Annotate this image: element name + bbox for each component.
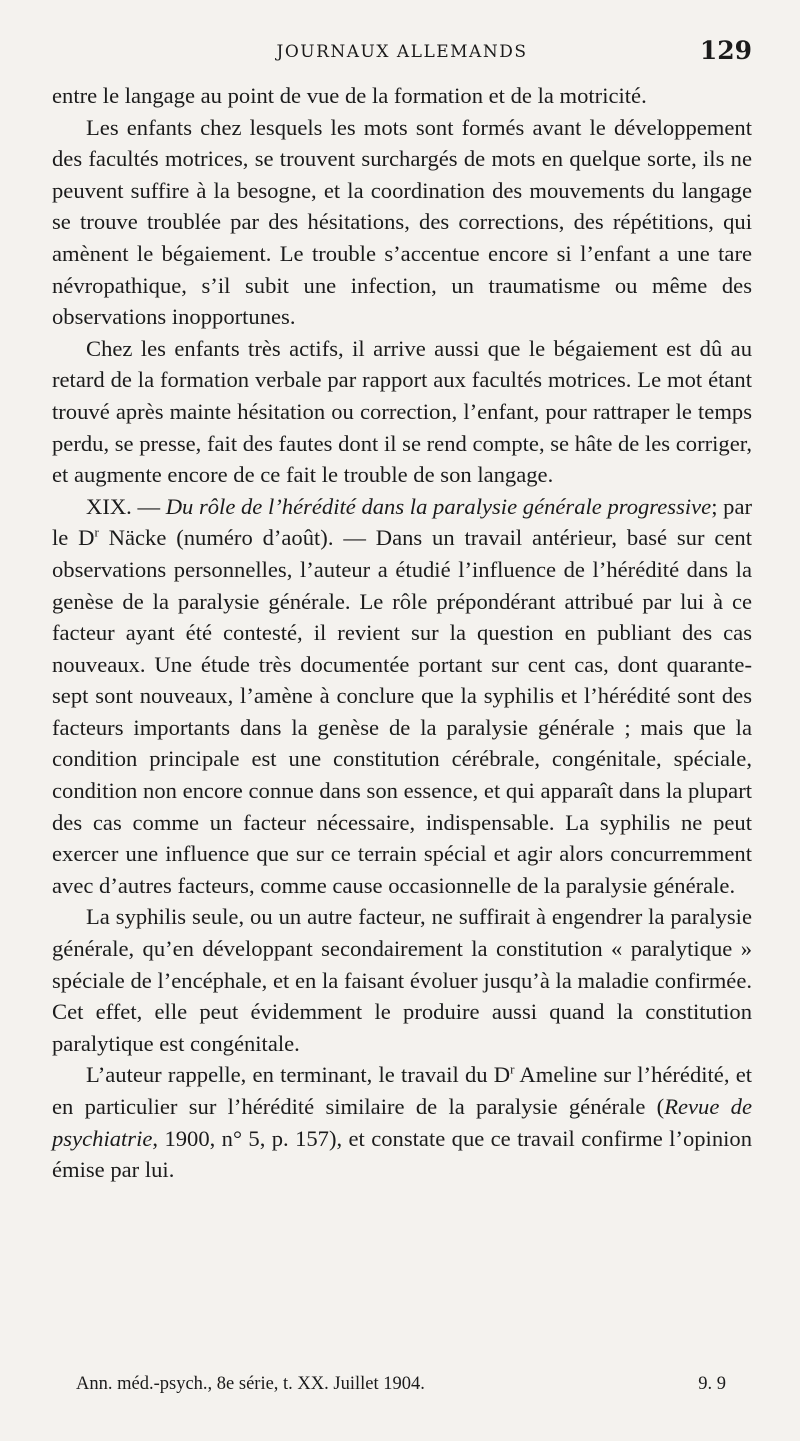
- running-title: JOURNAUX ALLEMANDS: [276, 42, 528, 62]
- footer: [76, 1374, 726, 1404]
- doctor-superscript: r: [94, 524, 99, 540]
- author-prefix: ; par le D: [52, 493, 752, 551]
- section-title: Du rôle de l’hérédité dans la paralysie générale progressive: [165, 493, 712, 519]
- paragraph-section-xix: [52, 491, 752, 902]
- paragraph-conclusion: [52, 1059, 752, 1185]
- page-number: 129: [699, 36, 752, 65]
- paragraph-continuation: entre le langage au point de vue de la formation et de la motricité.: [52, 83, 647, 108]
- paragraph-syphilis-alone: La syphilis seule, ou un autre facteur, ne suffirait à engendrer la paralysie générale, qu’en développant secondairement la constitution « paralytique » spéciale de l’encéphale, et en la faisant évoluer jusqu’à la maladie confirmée. Cet effet, elle peut évidemment le produire aussi quand la constitution paralytique est congénitale.: [52, 904, 752, 1056]
- footer-citation: Ann. méd.-psych., 8e série, t. XX. Juillet 1904.: [76, 1374, 425, 1394]
- paragraph-stuttering-causes: Les enfants chez lesquels les mots sont formés avant le développement des facultés motrices, se trouvent surchargés de mots en quelque sorte, ils ne peuvent suffire à la besogne, et la coordination des mouvements du langage se trouve troublée par des hésitations, des corrections, des répétitions, qui amènent le bégaiement. Le trouble s’accentue encore si l’enfant a une tare névropathique, s’il subit une infection, un traumatisme ou même des observations inopportunes.: [52, 114, 752, 330]
- conclusion-post: , 1900, n° 5, p. 157), et constate que ce travail confirme l’opinion émise par lui.: [52, 1125, 752, 1183]
- doctor-superscript: r: [510, 1061, 515, 1077]
- footer-signature: 9. 9: [698, 1374, 726, 1394]
- section-number: XIX. —: [86, 493, 166, 519]
- body-text: [52, 80, 752, 1186]
- conclusion-mid: Ameline sur l’hérédité, et en particulier sur l’hérédité similaire de la paralysie générale (: [52, 1062, 752, 1119]
- running-head: [52, 36, 752, 68]
- section-text: Näcke (numéro d’août). — Dans un travail antérieur, basé sur cent observations personnelles, l’auteur a étudié l’influence de l’hérédité dans la genèse de la paralysie générale. Le rôle prépondérant attribué par lui à ce facteur ayant été contesté, il revient sur la question en publiant des cas nouveaux. Une étude très documentée portant sur cent cas, dont quarante-sept sont nouveaux, l’amène à conclure que la syphilis et l’hérédité sont des facteurs importants dans la genèse de la paralysie générale ; mais que la condition principale est une constitution cérébrale, congénitale, spéciale, condition non encore connue dans son essence, et qui apparaît dans la plupart des cas comme un facteur nécessaire, indispensable. La syphilis ne peut exercer une influence que sur ce terrain spécial et agir alors concurremment avec d’autres facteurs, comme cause occasionnelle de la paralysie générale.: [52, 525, 752, 898]
- journal-title: Revue de psychiatrie: [52, 1094, 752, 1151]
- conclusion-pre: L’auteur rappelle, en terminant, le travail du D: [86, 1062, 511, 1088]
- paragraph-active-children: Chez les enfants très actifs, il arrive aussi que le bégaiement est dû au retard de la formation verbale par rapport aux facultés motrices. Le mot étant trouvé après mainte hésitation ou correction, l’enfant, pour rattraper le temps perdu, se presse, fait des fautes dont il se rend compte, se hâte de les corriger, et augmente encore de ce fait le trouble de son langage.: [52, 335, 752, 488]
